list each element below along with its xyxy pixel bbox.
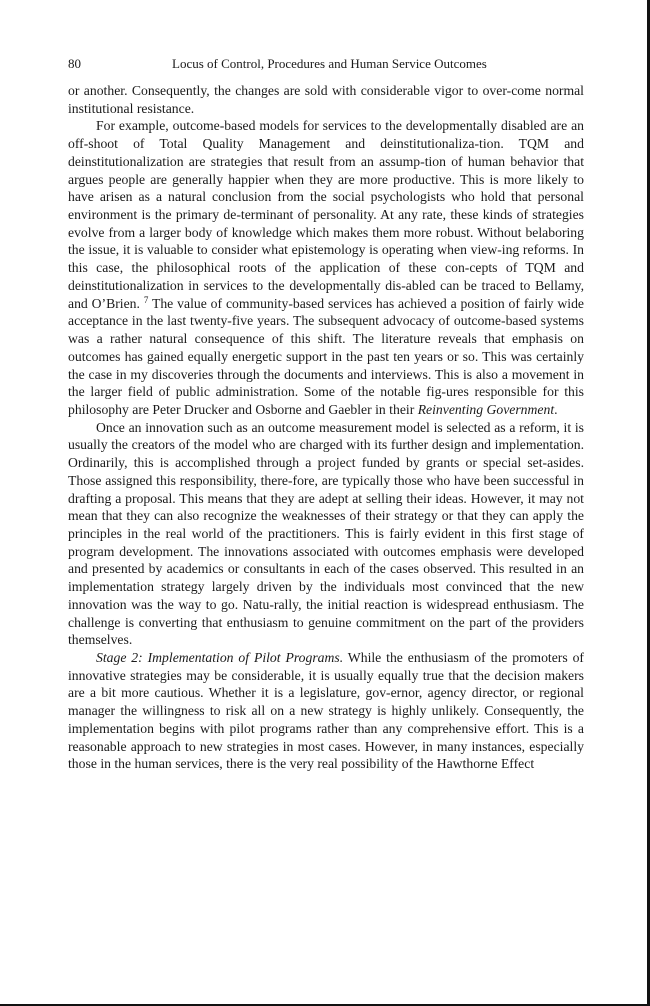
paragraph-text: The value of community-based services has achieved a position of fairly wide acceptance in the last twenty-five years. The subsequent advocacy of outcome-based systems was a rather natural consequence of this shift. The literature reveals that emphasis on outcomes has gained equally energetic support in the past ten years or so. This was certainly the case in my discoveries through the documents and interviews. This is also a movement in the larger field of public administration. Some of the notable fig-ures responsible for this philosophy are Peter Drucker and Osborne and Gaebler in their bbox=[68, 295, 584, 417]
page-header bbox=[68, 56, 584, 72]
page-number: 80 bbox=[68, 56, 81, 71]
paragraph-text: or another. Consequently, the changes are sold with considerable vigor to over-come normal institutional resistance. bbox=[68, 83, 584, 116]
paragraph-text: For example, outcome-based models for services to the developmentally disabled are an off-shoot of Total Quality Management and deinstitutionaliza-tion. TQM and deinstitutionalization are strategies that result from an assump-tion of human behavior that argues people are generally happier when they are more productive. This is more likely to have arisen as a natural conclusion from the social psychologists who hold that personal environment is the primary de-terminant of personality. At any rate, these kinds of strategies evolve from a larger body of knowledge which makes them more robust. Without belaboring the issue, it is valuable to consider what epistemology is operating when view-ing reforms. In this case, the philosophical roots of the application of these con-cepts of TQM and deinstitutionalization in services to the developmentally dis-abled can be traced to Bellamy, and O’Brien. bbox=[68, 118, 584, 311]
running-title: Locus of Control, Procedures and Human Service Outcomes bbox=[172, 56, 487, 71]
section-heading: Stage 2: Implementation of Pilot Programs. bbox=[96, 650, 344, 665]
body-text bbox=[68, 82, 584, 773]
paragraph-text: While the enthusiasm of the promoters of innovative strategies may be considerable, it is usually equally true that the decision makers are a bit more cautious. Whether it is a legislature, gov-ernor, agency director, or regional manager the willingness to risk all on a new strategy is highly unlikely. Consequently, the implementation begins with pilot programs rather than any comprehensive effort. This is a reasonable approach to new strategies in most cases. However, in many instances, especially those in the human services, there is the very real possibility of the Hawthorne Effect bbox=[68, 650, 584, 772]
paragraph-text: Once an innovation such as an outcome measurement model is selected as a reform, it is usually the creators of the model who are charged with its further design and implementation. Ordinarily, this is accomplished through a project funded by grants or special set-asides. Those assigned this responsibility, there-fore, are typically those who have been successful in drafting a proposal. This means that they are adept at selling their ideas. However, it may not mean that they can also recognize the weaknesses of their strategy or that they can apply the principles in the real world of the practitioners. This is fairly evident in this first stage of program development. The innovations associated with outcomes emphasis were developed and presented by academics or consultants in each of the cases observed. This resulted in an implementation strategy largely driven by the individuals most convinced that the new innovation was the way to go. Natu-rally, the initial reaction is widespread enthusiasm. The challenge is converting that enthusiasm to genuine commitment on the part of the providers themselves. bbox=[68, 419, 584, 648]
paragraph-text: . bbox=[554, 401, 558, 417]
paragraph-outcome-models bbox=[68, 117, 584, 418]
book-title: Reinventing Government bbox=[417, 401, 555, 417]
paragraph-continuation bbox=[68, 82, 584, 117]
paragraph-innovation bbox=[68, 419, 584, 649]
footnote-reference[interactable]: 7 bbox=[143, 294, 149, 305]
paragraph-stage-2 bbox=[68, 649, 584, 773]
